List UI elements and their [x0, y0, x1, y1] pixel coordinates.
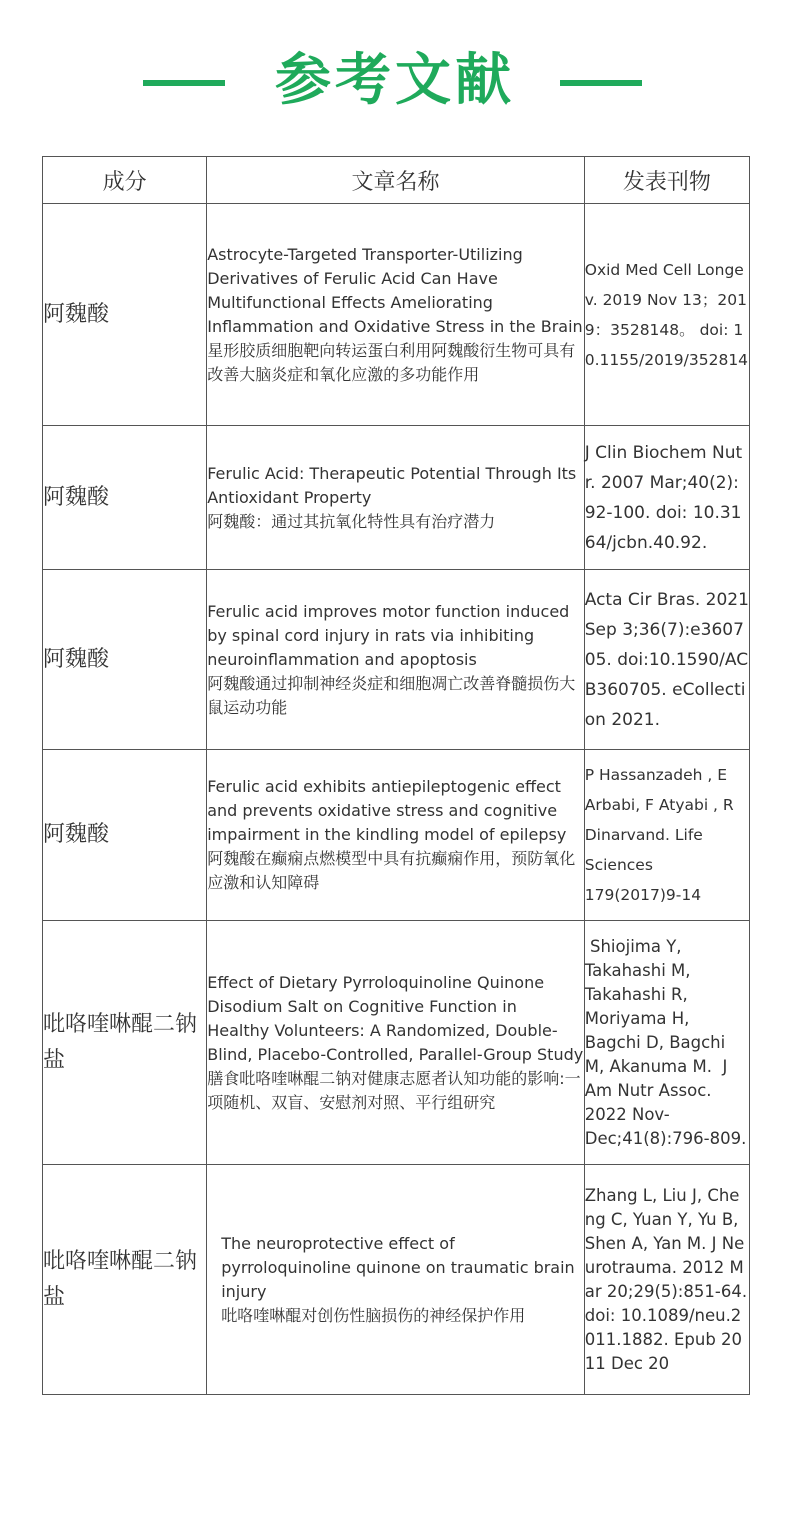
journal-cell: [584, 921, 749, 1165]
article-title-zh: 阿魏酸在癫痫点燃模型中具有抗癫痫作用，预防氧化应激和认知障碍: [207, 849, 576, 892]
journal-citation: Oxid Med Cell Longev. 2019 Nov 13；2019：3528148。 doi: 10.1155/2019/352814: [584, 260, 749, 369]
journal-cell: [584, 1165, 753, 1395]
journal-citation: J Clin Biochem Nutr. 2007 Mar;40(2):92-100. doi: 10.3164/jcbn.40.92.: [584, 442, 743, 553]
component-cell: 阿魏酸: [43, 204, 207, 426]
table-row: [43, 426, 750, 570]
article-title-en: Ferulic acid exhibits antiepileptogenic effect and prevents oxidative stress and cognitive impairment in the kindling model of epilepsy: [207, 777, 567, 844]
references-table: [42, 156, 755, 1395]
component-cell: 阿魏酸: [43, 426, 207, 570]
table-row: [43, 750, 750, 921]
table-row: [43, 204, 750, 426]
journal-cell: [584, 570, 755, 750]
article-title-cell: [207, 750, 585, 921]
page-header: [0, 46, 790, 116]
article-title-en: Effect of Dietary Pyrroloquinoline Quinone Disodium Salt on Cognitive Function in Healthy Volunteers: A Randomized, Double-Blind, Placebo-Controlled, Parallel-Group Study: [207, 972, 584, 1064]
column-header-article-title: 文章名称: [207, 157, 585, 204]
page-title: 参考文献: [275, 48, 515, 113]
table-row: [43, 570, 750, 750]
column-header-component: 成分: [43, 157, 207, 204]
article-title-zh: 膳食吡咯喹啉醌二钠对健康志愿者认知功能的影响:一项随机、双盲、安慰剂对照、平行组研究: [207, 1068, 581, 1112]
component-cell: 吡咯喹啉醌二钠盐: [43, 1165, 207, 1395]
article-title-en: Astrocyte-Targeted Transporter-Utilizing Derivatives of Ferulic Acid Can Have Multifunctional Effects Ameliorating Inflammation and Oxidative Stress in the Brain: [207, 244, 583, 336]
table-row: [43, 1165, 750, 1395]
component-cell: 吡咯喹啉醌二钠盐: [43, 921, 207, 1165]
article-title-cell: [207, 570, 585, 750]
article-title-zh: 阿魏酸：通过其抗氧化特性具有治疗潜力: [207, 511, 496, 531]
journal-cell: [584, 426, 749, 570]
journal-cell: [584, 204, 749, 426]
article-title-cell: [207, 1165, 585, 1395]
component-cell: 阿魏酸: [43, 750, 207, 921]
article-title-en: Ferulic Acid: Therapeutic Potential Through Its Antioxidant Property: [207, 463, 577, 507]
article-title-zh: 星形胶质细胞靶向转运蛋白利用阿魏酸衍生物可具有改善大脑炎症和氧化应激的多功能作用: [207, 340, 576, 384]
journal-citation: P Hassanzadeh , E Arbabi, F Atyabi , R Dinarvand. Life Sciences 179(2017)9-14: [584, 766, 739, 904]
component-cell: 阿魏酸: [43, 570, 207, 750]
journal-cell: [584, 750, 749, 921]
article-title-zh: 吡咯喹啉醌对创伤性脑损伤的神经保护作用: [221, 1305, 526, 1325]
journal-citation: Zhang L, Liu J, Cheng C, Yuan Y, Yu B, Shen A, Yan M. J Neurotrauma. 2012 Mar 20;29(5):851-64. doi: 10.1089/neu.2011.1882. Epub 2011 Dec 20: [584, 1185, 753, 1373]
table-row: [43, 921, 750, 1165]
article-title-cell: [207, 921, 585, 1165]
journal-citation: Shiojima Y, Takahashi M, Takahashi R, Moriyama H, Bagchi D, Bagchi M, Akanuma M. J Am Nutr Assoc. 2022 Nov-Dec;41(8):796-809.: [584, 936, 747, 1148]
article-title-zh: 阿魏酸通过抑制神经炎症和细胞凋亡改善脊髓损伤大鼠运动功能: [207, 673, 576, 717]
article-title-cell: [207, 426, 585, 570]
journal-citation: Acta Cir Bras. 2021 Sep 3;36(7):e360705. doi:10.1590/ACB360705. eCollection 2021.: [584, 589, 755, 730]
article-title-cell: [207, 204, 585, 426]
table-header-row: [43, 157, 750, 204]
article-title-en: The neuroprotective effect of pyrroloquinoline quinone on traumatic brain injury: [221, 1233, 575, 1301]
title-decor-line-right: [560, 80, 642, 86]
article-title-en: Ferulic acid improves motor function induced by spinal cord injury in rats via inhibiting neuroinflammation and apoptosis: [207, 601, 570, 669]
column-header-journal: 发表刊物: [584, 157, 749, 204]
